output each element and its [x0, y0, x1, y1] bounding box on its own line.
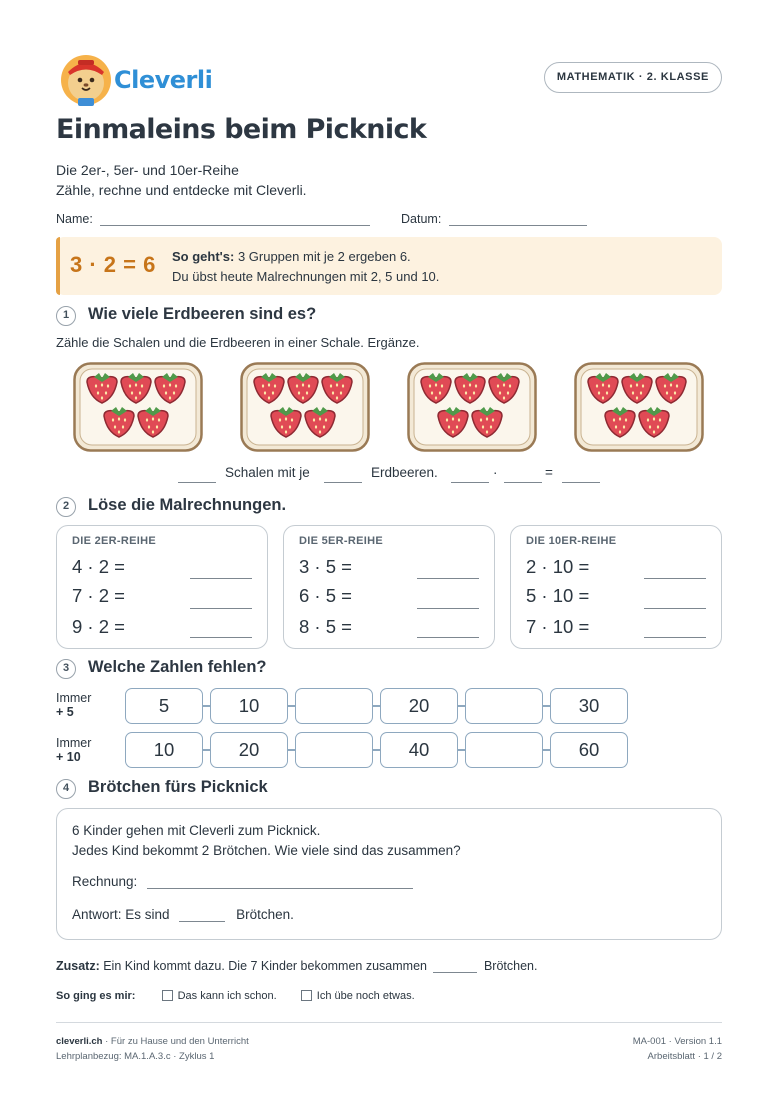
bonus-text: Ein Kind kommt dazu. Die 7 Kinder bekommen zusammen: [99, 959, 427, 973]
name-line[interactable]: [100, 212, 370, 226]
bowl-icon: [574, 362, 704, 452]
cleverli-logo: [58, 52, 213, 108]
sequence-row: [125, 732, 629, 768]
strawberry-bowl: [73, 362, 203, 452]
answer-line[interactable]: [417, 637, 479, 638]
tip-box: [56, 237, 722, 295]
sequence-number-box: 30: [550, 688, 628, 724]
sequence-rule: [56, 691, 91, 719]
section-1-instruction: Zähle die Schalen und die Erdbeeren in einer Schale. Ergänze.: [56, 335, 420, 350]
sequence-blank-box[interactable]: [465, 688, 543, 724]
section-number: 1: [56, 306, 76, 326]
task: 4 · 2 =: [72, 556, 125, 577]
per-bowl-blank[interactable]: [324, 465, 362, 483]
bonus-task: [56, 959, 537, 973]
bonus-blank[interactable]: [433, 959, 477, 973]
sequence-blank-box[interactable]: [295, 688, 373, 724]
checkbox-icon[interactable]: [301, 990, 312, 1001]
sequence-connector: [288, 705, 295, 707]
bonus-unit: Brötchen.: [483, 959, 538, 973]
card-heading: DIE 5ER-REIHE: [299, 535, 383, 547]
sequence-number-box: 20: [380, 688, 458, 724]
answer-line[interactable]: [190, 637, 252, 638]
section-title: Löse die Malrechnungen.: [88, 496, 287, 514]
answer-line[interactable]: [644, 578, 706, 579]
task: 5 · 10 =: [526, 585, 590, 606]
strawberry-fill-row: [0, 462, 778, 486]
footer-code: MA-001 · Version 1.1: [632, 1036, 722, 1047]
sequence-number-box: 10: [125, 732, 203, 768]
name-label: Name:: [56, 212, 93, 226]
word-problem-text: [72, 821, 461, 861]
tip-lead: So geht's:: [172, 249, 235, 264]
subject-badge: MATHEMATIK · 2. KLASSE: [544, 62, 722, 93]
dot-symbol: ·: [493, 465, 498, 480]
bonus-lead: Zusatz:: [56, 959, 100, 973]
header: [56, 44, 722, 112]
option-label: Ich übe noch etwas.: [316, 990, 415, 1002]
section-number: 4: [56, 779, 76, 799]
sequence-number-box: 10: [210, 688, 288, 724]
answer-line[interactable]: [417, 608, 479, 609]
bowl-icon: [73, 362, 203, 452]
answer-row: [72, 906, 294, 922]
section-title: Brötchen fürs Picknick: [88, 778, 268, 796]
footer-site: cleverli.ch: [56, 1036, 103, 1047]
tip-line2: Du übst heute Malrechnungen mit 2, 5 und 10.: [172, 269, 440, 284]
calculation-row: [72, 873, 413, 889]
tip-formula: 3 · 2 = 6: [70, 252, 156, 277]
task: 3 · 5 =: [299, 556, 352, 577]
sequence-connector: [458, 705, 465, 707]
bowls-blank[interactable]: [178, 465, 216, 483]
page-title: Einmaleins beim Picknick: [56, 114, 427, 145]
card-heading: DIE 10ER-REIHE: [526, 535, 617, 547]
sequence-connector: [203, 705, 210, 707]
task: 7 · 2 =: [72, 585, 125, 606]
task: 9 · 2 =: [72, 616, 125, 637]
footer-divider: [56, 1022, 722, 1023]
name-field[interactable]: [56, 212, 370, 226]
sequence-blank-box[interactable]: [295, 732, 373, 768]
option-label: Das kann ich schon.: [177, 990, 277, 1002]
sequence-number-box: 20: [210, 732, 288, 768]
calc-label: Rechnung:: [72, 874, 138, 889]
card-5er-reihe: [283, 525, 495, 649]
card-heading: DIE 2ER-REIHE: [72, 535, 156, 547]
strawberry-bowl: [407, 362, 537, 452]
sequence-connector: [458, 749, 465, 751]
strawberry-bowl: [574, 362, 704, 452]
result-blank[interactable]: [562, 465, 600, 483]
sequence-number-box: 40: [380, 732, 458, 768]
sequence-number-box: 60: [550, 732, 628, 768]
story-line: 6 Kinder gehen mit Cleverli zum Picknick.: [72, 823, 321, 838]
footer-curriculum: Lehrplanbezug: MA.1.A.3.c · Zyklus 1: [56, 1051, 215, 1062]
sequence-connector: [543, 749, 550, 751]
subtitle-line: Zähle, rechne und entdecke mit Cleverli.: [56, 182, 307, 198]
calculation-line[interactable]: [147, 873, 413, 889]
logo-wordmark: Cleverli: [114, 66, 213, 94]
sequence-connector: [203, 749, 210, 751]
strawberry-bowls: [56, 362, 722, 454]
date-line[interactable]: [449, 212, 587, 226]
answer-line[interactable]: [417, 578, 479, 579]
rule-word: Immer: [56, 736, 92, 750]
sequence-connector: [288, 749, 295, 751]
sequence-connector: [543, 705, 550, 707]
fill-text-2: Erdbeeren.: [371, 465, 438, 480]
date-label: Datum:: [401, 212, 442, 226]
footer-site-desc: · Für zu Hause und den Unterricht: [102, 1036, 249, 1047]
footer-left: [56, 1034, 249, 1064]
sequence-connector: [373, 749, 380, 751]
factor-blank[interactable]: [451, 465, 489, 483]
answer-line[interactable]: [190, 608, 252, 609]
section-number: 3: [56, 659, 76, 679]
answer-line[interactable]: [644, 608, 706, 609]
bowl-icon: [240, 362, 370, 452]
equals-symbol: =: [545, 465, 553, 480]
tip-accent-bar: [56, 237, 60, 295]
task: 7 · 10 =: [526, 616, 590, 637]
sequence-blank-box[interactable]: [465, 732, 543, 768]
section-title: Welche Zahlen fehlen?: [88, 658, 267, 676]
task: 6 · 5 =: [299, 585, 352, 606]
fill-text-1: Schalen mit je: [225, 465, 310, 480]
answer-line[interactable]: [190, 578, 252, 579]
section-title: Wie viele Erdbeeren sind es?: [88, 305, 317, 323]
factor-blank[interactable]: [504, 465, 542, 483]
sequence-row: [125, 688, 629, 724]
answer-blank[interactable]: [179, 906, 225, 922]
task: 8 · 5 =: [299, 616, 352, 637]
self-assessment: [56, 990, 415, 1002]
sequence-number-box: 5: [125, 688, 203, 724]
task: 2 · 10 =: [526, 556, 590, 577]
footer-right: [633, 1034, 722, 1064]
rule-word: Immer: [56, 691, 92, 705]
strawberry-bowl: [240, 362, 370, 452]
checkbox-can-do[interactable]: [162, 990, 277, 1002]
checkbox-practice[interactable]: [301, 990, 415, 1002]
word-problem-box: [56, 808, 722, 940]
sequence-rule: [56, 736, 91, 764]
checkbox-icon[interactable]: [162, 990, 173, 1001]
date-field[interactable]: [401, 212, 587, 226]
tip-text: [172, 247, 439, 287]
answer-unit: Brötchen.: [236, 907, 294, 922]
answer-label: Antwort: Es sind: [72, 907, 170, 922]
story-line: Jedes Kind bekommt 2 Brötchen. Wie viele sind das zusammen?: [72, 843, 461, 858]
self-lead: So ging es mir:: [56, 990, 136, 1002]
page-subtitle: [56, 160, 307, 200]
sequence-connector: [373, 705, 380, 707]
rule-step: + 5: [56, 705, 74, 719]
section-number: 2: [56, 497, 76, 517]
bowl-icon: [407, 362, 537, 452]
subtitle-line: Die 2er-, 5er- und 10er-Reihe: [56, 162, 239, 178]
footer-page: Arbeitsblatt · 1 / 2: [647, 1051, 722, 1062]
rule-step: + 10: [56, 750, 81, 764]
card-2er-reihe: [56, 525, 268, 649]
card-10er-reihe: [510, 525, 722, 649]
tip-line1: 3 Gruppen mit je 2 ergeben 6.: [234, 249, 411, 264]
answer-line[interactable]: [644, 637, 706, 638]
